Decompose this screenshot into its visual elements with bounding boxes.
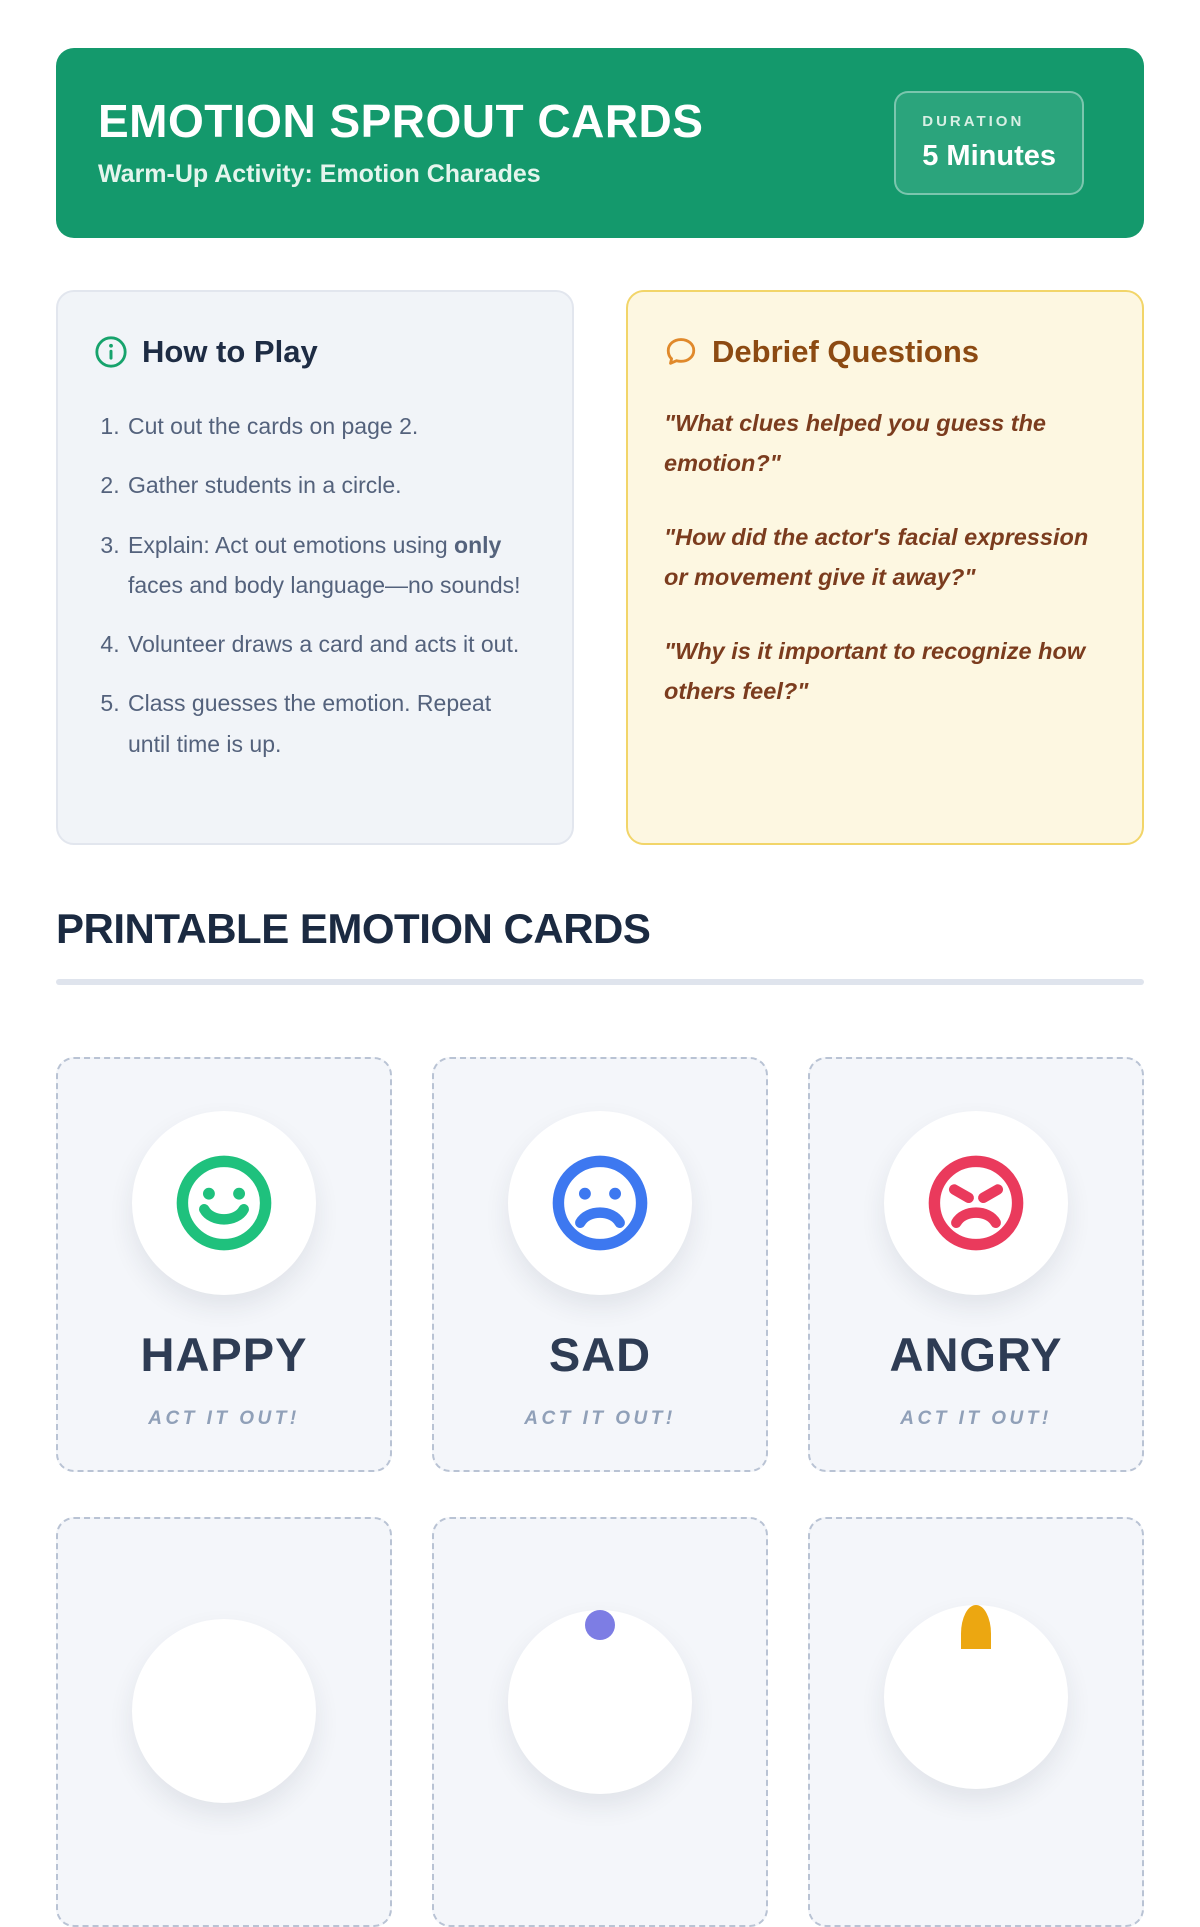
header-text-block	[98, 94, 704, 189]
emotion-cards-grid-row2	[56, 1517, 1144, 1927]
emotion-card-tagline: ACT IT OUT!	[900, 1408, 1052, 1429]
emotion-card-tagline: ACT IT OUT!	[148, 1408, 300, 1429]
emotion-card-happy	[56, 1057, 392, 1472]
emotion-card-tagline: ACT IT OUT!	[524, 1408, 676, 1429]
how-to-play-step: 4. Volunteer draws a card and acts it out.	[126, 624, 536, 664]
angry-face-icon	[884, 1111, 1068, 1295]
debrief-questions-list	[664, 404, 1106, 712]
happy-face-icon	[132, 1111, 316, 1295]
emotion-card-partial-1	[56, 1517, 392, 1927]
speech-bubble-icon	[664, 335, 698, 369]
how-to-play-step: 1. Cut out the cards on page 2.	[126, 406, 536, 446]
how-to-play-step: 3. Explain: Act out emotions using only faces and body language—no sounds!	[126, 525, 536, 606]
how-to-play-panel	[56, 290, 574, 845]
emotion-card-sad	[432, 1057, 768, 1472]
duration-badge	[894, 91, 1084, 195]
debrief-title: Debrief Questions	[712, 334, 979, 369]
section-title: PRINTABLE EMOTION CARDS	[56, 905, 651, 952]
info-panels-row	[56, 290, 1144, 845]
emotion-card-angry	[808, 1057, 1144, 1472]
debrief-header	[664, 334, 1106, 370]
page-title: EMOTION SPROUT CARDS	[98, 94, 704, 147]
worksheet-page	[0, 48, 1200, 1927]
face-icon-partial	[884, 1605, 1068, 1789]
how-to-play-header	[94, 334, 536, 370]
emotion-card-partial-2	[432, 1517, 768, 1927]
how-to-play-title: How to Play	[142, 334, 318, 369]
duration-label: DURATION	[922, 113, 1025, 130]
face-icon-top-peek	[585, 1610, 615, 1640]
debrief-questions-panel	[626, 290, 1144, 845]
debrief-question: "How did the actor's facial expression or movement give it away?"	[664, 523, 1089, 590]
face-icon-top-peek	[961, 1605, 991, 1649]
face-icon-partial	[508, 1610, 692, 1794]
duration-value: 5 Minutes	[922, 140, 1056, 172]
emotion-card-partial-3	[808, 1517, 1144, 1927]
emotion-card-label: ANGRY	[889, 1328, 1063, 1381]
how-to-play-step: 2. Gather students in a circle.	[126, 465, 536, 505]
emotion-card-label: SAD	[548, 1328, 652, 1381]
how-to-play-step: 5. Class guesses the emotion. Repeat until time is up.	[126, 683, 536, 764]
how-to-play-steps	[94, 406, 536, 764]
section-divider	[56, 979, 1144, 985]
info-icon	[94, 335, 128, 369]
face-icon-partial	[132, 1619, 316, 1803]
page-subtitle: Warm-Up Activity: Emotion Charades	[98, 159, 541, 188]
header-banner	[56, 48, 1144, 238]
sad-face-icon	[508, 1111, 692, 1295]
emotion-card-label: HAPPY	[140, 1328, 308, 1381]
debrief-question: "Why is it important to recognize how others feel?"	[664, 637, 1086, 704]
debrief-question: "What clues helped you guess the emotion?"	[664, 410, 1046, 476]
emotion-cards-grid	[56, 1057, 1144, 1472]
